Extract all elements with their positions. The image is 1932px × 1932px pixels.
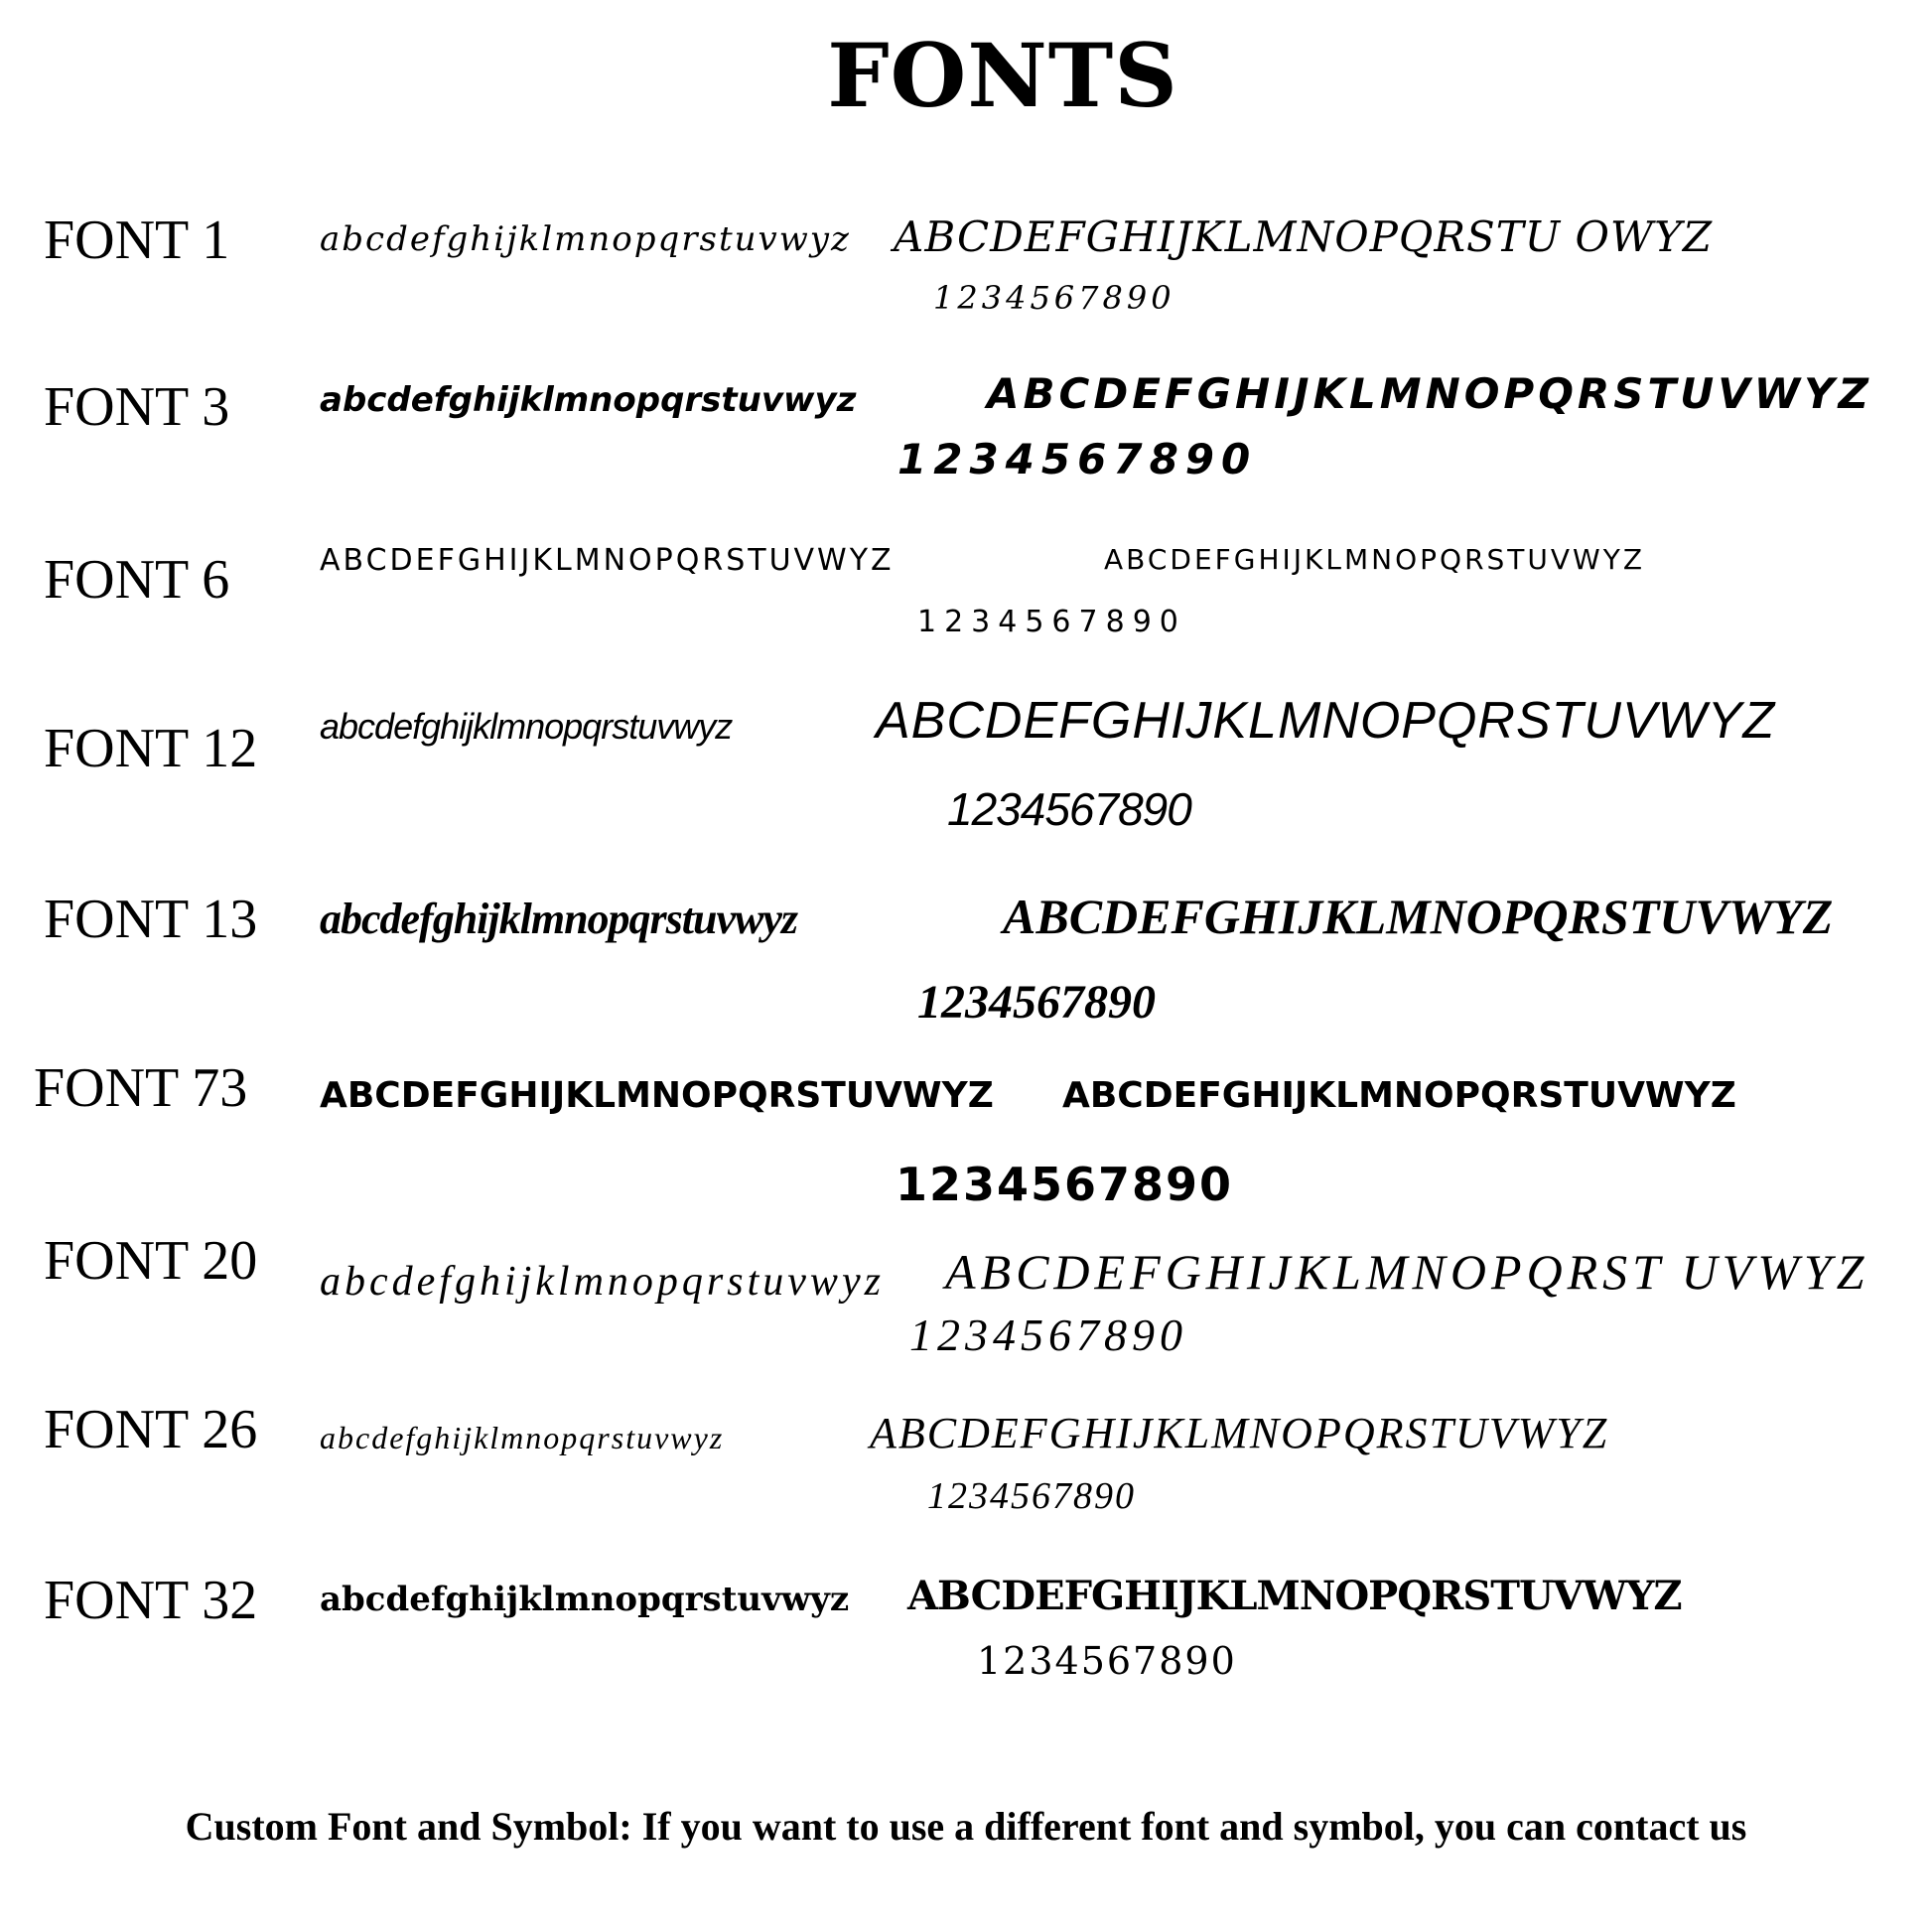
lowercase-sample: ABCDEFGHIJKLMNOPQRSTUVWYZ xyxy=(320,543,895,578)
digits-sample: 1234567890 xyxy=(927,1475,1136,1517)
lowercase-sample: abcdefghijklmnopqrstuvwyz xyxy=(320,1420,725,1455)
digits-sample: 1234567890 xyxy=(896,1158,1234,1211)
lowercase-sample: abcdefghijklmnopqrstuvwyz xyxy=(320,1580,850,1619)
digits-sample: 1234567890 xyxy=(917,976,1156,1029)
font-label: FONT 73 xyxy=(34,1057,248,1119)
lowercase-sample: abcdefghijklmnopqrstuvwyz xyxy=(320,380,857,420)
digits-sample: 1234567890 xyxy=(917,605,1186,639)
uppercase-sample: ABCDEFGHIJKLMNOPQRSTUVWYZ xyxy=(1104,543,1646,576)
footer-note: Custom Font and Symbol: If you want to use a different font and symbol, you can contact us xyxy=(185,1804,1747,1849)
uppercase-sample: ABCDEFGHIJKLMNOPQRSTUVWYZ xyxy=(876,692,1776,750)
digits-sample: 1234567890 xyxy=(897,435,1258,483)
digits-sample: 1234567890 xyxy=(933,279,1175,317)
uppercase-sample: ABCDEFGHIJKLMNOPQRSTUVWYZ xyxy=(987,369,1872,418)
font-label: FONT 1 xyxy=(44,209,230,271)
digits-sample: 1234567890 xyxy=(909,1310,1187,1360)
font-label: FONT 6 xyxy=(44,549,230,611)
font-label: FONT 12 xyxy=(44,718,258,779)
digits-sample: 1234567890 xyxy=(947,783,1191,835)
uppercase-sample: ABCDEFGHIJKLMNOPQRSTUVWYZ xyxy=(1003,889,1834,944)
font-label: FONT 3 xyxy=(44,376,230,438)
font-label: FONT 13 xyxy=(44,889,258,950)
font-label: FONT 32 xyxy=(44,1570,258,1631)
uppercase-sample: ABCDEFGHIJKLMNOPQRSTUVWYZ xyxy=(1062,1075,1736,1116)
lowercase-sample: abcdefghijklmnopqrstuvwyz xyxy=(320,706,733,747)
uppercase-sample: ABCDEFGHIJKLMNOPQRSTUVWYZ xyxy=(870,1409,1609,1457)
lowercase-sample: ABCDEFGHIJKLMNOPQRSTUVWYZ xyxy=(320,1075,994,1116)
uppercase-sample: ABCDEFGHIJKLMNOPQRSTUVWYZ xyxy=(907,1573,1682,1619)
lowercase-sample: abcdefghijklmnopqrstuvwyz xyxy=(320,1259,885,1305)
uppercase-sample: ABCDEFGHIJKLMNOPQRST UVWYZ xyxy=(945,1244,1869,1300)
lowercase-sample: abcdefghijklmnopqrstuvwyz xyxy=(320,895,798,943)
font-label: FONT 26 xyxy=(44,1399,258,1460)
uppercase-sample: ABCDEFGHIJKLMNOPQRSTU OWYZ xyxy=(894,212,1714,261)
lowercase-sample: abcdefghijklmnopqrstuvwyz xyxy=(320,219,851,259)
digits-sample: 1234567890 xyxy=(977,1639,1237,1683)
font-label: FONT 20 xyxy=(44,1230,258,1292)
page-title: FONTS xyxy=(827,24,1178,127)
